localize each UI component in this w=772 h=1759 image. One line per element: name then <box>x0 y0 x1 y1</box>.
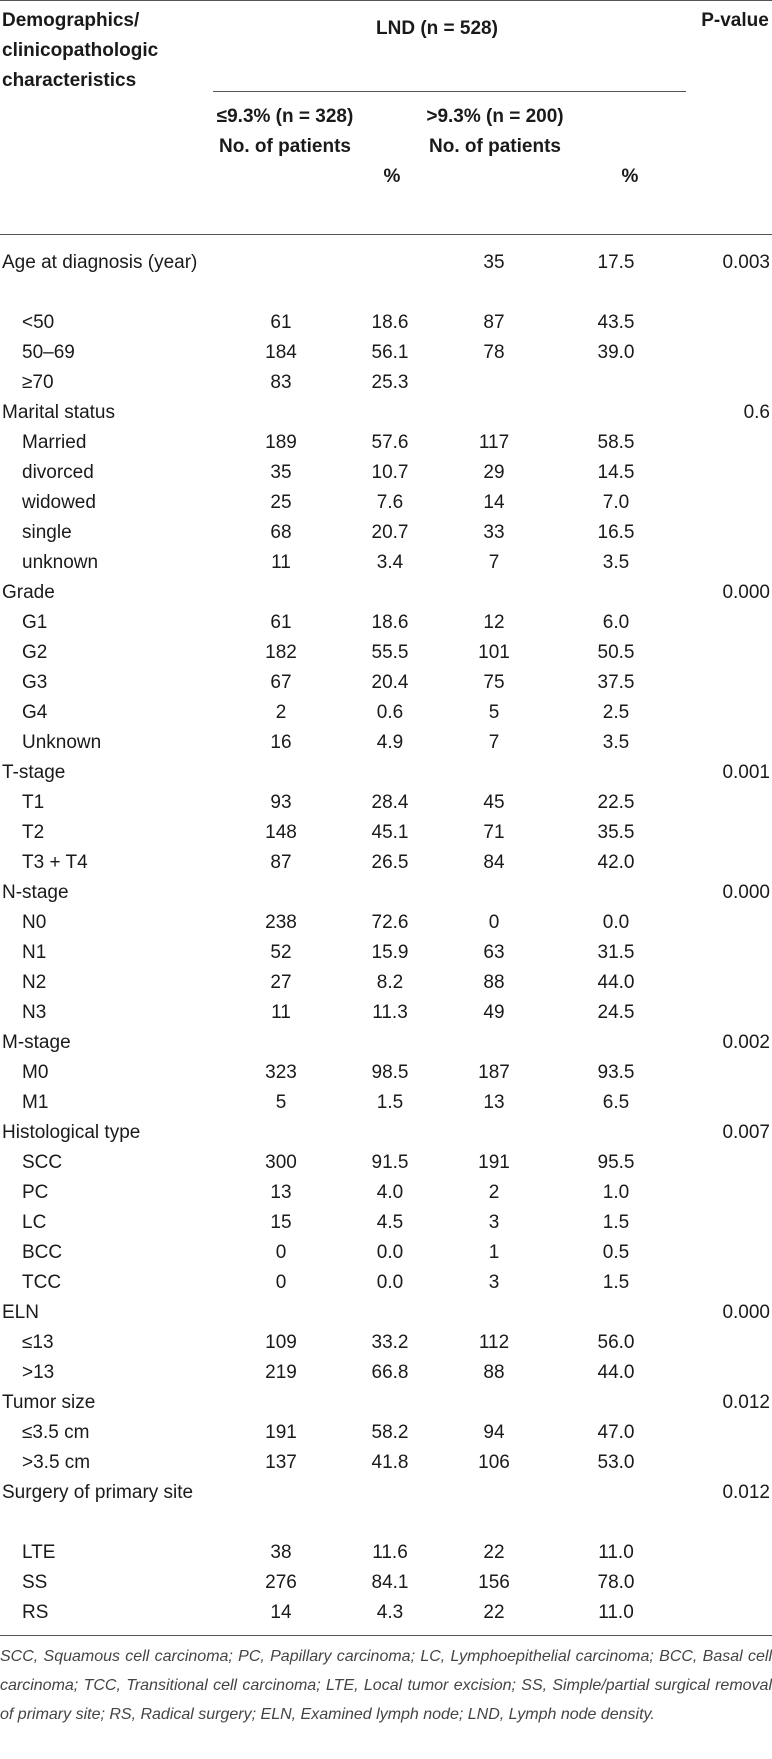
table-row <box>0 1178 772 1208</box>
high-group-count-cell: 78 <box>483 342 505 363</box>
low-group-count-cell: 35 <box>270 462 292 483</box>
p-value-cell: 0.6 <box>743 402 770 423</box>
row-label-cell: ≥70 <box>22 372 54 393</box>
low-group-percent-cell: 84.1 <box>371 1572 409 1593</box>
high-group-count-cell: 117 <box>478 432 510 453</box>
high-group-count-cell: 22 <box>483 1602 505 1623</box>
low-group-percent-cell: 56.1 <box>371 342 409 363</box>
low-group-percent-cell: 91.5 <box>371 1152 409 1173</box>
low-group-percent-cell: 15.9 <box>371 942 409 963</box>
table-body <box>0 248 772 1628</box>
low-group-count-cell: 11 <box>271 1002 291 1023</box>
table-row <box>0 548 772 578</box>
row-label-cell: N2 <box>22 972 47 993</box>
low-group-count-cell: 276 <box>265 1572 297 1593</box>
high-group-count-cell: 94 <box>483 1422 505 1443</box>
high-group-count-cell: 49 <box>483 1002 505 1023</box>
high-group-percent-cell: 2.5 <box>602 702 630 723</box>
p-value-cell: 0.000 <box>722 582 770 603</box>
low-group-percent-cell: 25.3 <box>371 372 409 393</box>
row-label-cell: >3.5 cm <box>22 1452 91 1473</box>
high-group-count-cell: 35 <box>483 252 505 273</box>
low-group-percent-cell: 18.6 <box>371 612 409 633</box>
low-group-percent-cell: 11.3 <box>372 1002 408 1023</box>
high-group-count-cell: 33 <box>483 522 505 543</box>
low-group-count-cell: 109 <box>265 1332 297 1353</box>
low-group-percent-cell: 4.9 <box>376 732 404 753</box>
high-group-percent-cell: 7.0 <box>602 492 630 513</box>
header-lnd-group: LND (n = 528) <box>376 18 498 39</box>
low-group-count-cell: 93 <box>270 792 292 813</box>
low-group-percent-cell: 4.0 <box>376 1182 404 1203</box>
p-value-cell: 0.003 <box>722 252 770 273</box>
high-group-percent-cell: 17.5 <box>597 252 635 273</box>
category-row <box>0 248 772 308</box>
category-row <box>0 1028 772 1058</box>
low-group-percent-cell: 1.5 <box>376 1092 404 1113</box>
high-group-percent-cell: 1.5 <box>602 1212 630 1233</box>
low-group-count-cell: 300 <box>265 1152 297 1173</box>
table-row <box>0 308 772 338</box>
table-row <box>0 368 772 398</box>
low-group-count-cell: 38 <box>270 1542 292 1563</box>
high-group-percent-cell: 3.5 <box>602 732 630 753</box>
row-label-cell: G1 <box>22 612 48 633</box>
high-group-percent-cell: 44.0 <box>597 1362 635 1383</box>
low-group-percent-cell: 41.8 <box>371 1452 409 1473</box>
low-group-count-cell: 184 <box>265 342 297 363</box>
high-group-count-cell: 45 <box>483 792 505 813</box>
table-row <box>0 1208 772 1238</box>
row-label-cell: TCC <box>22 1272 62 1293</box>
low-group-percent-cell: 11.6 <box>372 1542 408 1563</box>
table-row <box>0 1088 772 1118</box>
high-group-percent-cell: 1.0 <box>602 1182 630 1203</box>
high-group-percent-cell: 16.5 <box>597 522 635 543</box>
high-group-percent-cell: 56.0 <box>597 1332 635 1353</box>
high-group-count-cell: 2 <box>488 1182 500 1203</box>
row-label-cell: M1 <box>22 1092 49 1113</box>
row-label-cell: Unknown <box>22 732 102 753</box>
low-group-count-cell: 148 <box>265 822 297 843</box>
high-group-percent-cell: 11.0 <box>598 1542 634 1563</box>
table-row <box>0 698 772 728</box>
table-row <box>0 848 772 878</box>
row-label-cell: G2 <box>22 642 48 663</box>
high-group-count-cell: 88 <box>483 972 505 993</box>
high-group-percent-cell: 43.5 <box>597 312 635 333</box>
low-group-count-cell: 61 <box>270 612 292 633</box>
low-group-count-cell: 0 <box>275 1272 287 1293</box>
table-row <box>0 1358 772 1388</box>
row-label-cell: Age at diagnosis (year) <box>2 252 198 273</box>
table-row <box>0 488 772 518</box>
low-group-count-cell: 189 <box>265 432 297 453</box>
high-group-percent-cell: 39.0 <box>597 342 635 363</box>
row-label-cell: M-stage <box>2 1032 71 1053</box>
row-label-cell: PC <box>22 1182 49 1203</box>
low-group-percent-cell: 7.6 <box>376 492 404 513</box>
low-group-count-cell: 0 <box>275 1242 287 1263</box>
low-group-count-cell: 323 <box>265 1062 297 1083</box>
table-row <box>0 1238 772 1268</box>
header-high-group-count: >9.3% (n = 200) No. of patients <box>426 106 564 157</box>
low-group-percent-cell: 55.5 <box>371 642 409 663</box>
low-group-count-cell: 13 <box>270 1182 292 1203</box>
row-label-cell: T3 + T4 <box>22 852 88 873</box>
low-group-percent-cell: 98.5 <box>371 1062 409 1083</box>
low-group-count-cell: 191 <box>265 1422 297 1443</box>
table-row <box>0 1598 772 1628</box>
row-label-cell: Grade <box>2 582 55 603</box>
header-low-group-pct: % <box>383 166 401 187</box>
high-group-count-cell: 84 <box>483 852 505 873</box>
header-bottom-rule <box>0 234 772 235</box>
high-group-percent-cell: 58.5 <box>597 432 635 453</box>
p-value-cell: 0.012 <box>722 1482 770 1503</box>
high-group-percent-cell: 22.5 <box>597 792 635 813</box>
low-group-count-cell: 2 <box>275 702 287 723</box>
high-group-count-cell: 0 <box>488 912 500 933</box>
low-group-percent-cell: 58.2 <box>371 1422 409 1443</box>
table-top-rule <box>0 0 772 1</box>
category-row <box>0 398 772 428</box>
high-group-percent-cell: 14.5 <box>597 462 635 483</box>
low-group-percent-cell: 72.6 <box>371 912 409 933</box>
high-group-percent-cell: 6.5 <box>602 1092 630 1113</box>
high-group-percent-cell: 0.0 <box>602 912 630 933</box>
high-group-count-cell: 75 <box>483 672 505 693</box>
table-row <box>0 1268 772 1298</box>
high-group-count-cell: 187 <box>478 1062 510 1083</box>
low-group-count-cell: 68 <box>270 522 292 543</box>
low-group-percent-cell: 33.2 <box>371 1332 409 1353</box>
high-group-percent-cell: 0.5 <box>602 1242 630 1263</box>
table-row <box>0 428 772 458</box>
low-group-percent-cell: 8.2 <box>376 972 404 993</box>
low-group-percent-cell: 20.7 <box>371 522 409 543</box>
row-label-cell: ELN <box>2 1302 39 1323</box>
low-group-percent-cell: 10.7 <box>371 462 409 483</box>
category-row <box>0 1478 772 1538</box>
high-group-count-cell: 88 <box>483 1362 505 1383</box>
high-group-count-cell: 112 <box>478 1332 510 1353</box>
category-row <box>0 1298 772 1328</box>
table-row <box>0 998 772 1028</box>
low-group-percent-cell: 28.4 <box>371 792 409 813</box>
row-label-cell: single <box>22 522 72 543</box>
low-group-percent-cell: 0.0 <box>376 1242 404 1263</box>
header-group-rule <box>213 91 686 92</box>
high-group-count-cell: 13 <box>483 1092 505 1113</box>
low-group-percent-cell: 4.5 <box>376 1212 404 1233</box>
table-row <box>0 608 772 638</box>
header-low-group-count: ≤9.3% (n = 328) No. of patients <box>216 106 354 157</box>
row-label-cell: <50 <box>22 312 55 333</box>
high-group-percent-cell: 37.5 <box>597 672 635 693</box>
high-group-count-cell: 5 <box>488 702 500 723</box>
low-group-count-cell: 27 <box>270 972 292 993</box>
table-row <box>0 518 772 548</box>
row-label-cell: N-stage <box>2 882 69 903</box>
row-label-cell: N0 <box>22 912 47 933</box>
category-row <box>0 578 772 608</box>
high-group-count-cell: 191 <box>478 1152 510 1173</box>
high-group-count-cell: 71 <box>483 822 505 843</box>
low-group-count-cell: 11 <box>271 552 291 573</box>
table-row <box>0 1418 772 1448</box>
high-group-percent-cell: 47.0 <box>597 1422 635 1443</box>
low-group-count-cell: 238 <box>265 912 297 933</box>
row-label-cell: T-stage <box>2 762 66 783</box>
table-row <box>0 668 772 698</box>
low-group-count-cell: 25 <box>270 492 292 513</box>
row-label-cell: LC <box>22 1212 47 1233</box>
p-value-cell: 0.002 <box>722 1032 770 1053</box>
low-group-count-cell: 83 <box>270 372 292 393</box>
high-group-count-cell: 87 <box>483 312 505 333</box>
low-group-percent-cell: 57.6 <box>371 432 409 453</box>
high-group-percent-cell: 3.5 <box>602 552 630 573</box>
table-row <box>0 788 772 818</box>
low-group-count-cell: 5 <box>275 1092 287 1113</box>
low-group-percent-cell: 0.0 <box>376 1272 404 1293</box>
high-group-percent-cell: 31.5 <box>597 942 635 963</box>
category-row <box>0 1118 772 1148</box>
high-group-count-cell: 14 <box>483 492 505 513</box>
low-group-count-cell: 14 <box>270 1602 292 1623</box>
table-row <box>0 1328 772 1358</box>
high-group-count-cell: 12 <box>483 612 505 633</box>
table-row <box>0 908 772 938</box>
high-group-count-cell: 101 <box>478 642 510 663</box>
row-label-cell: divorced <box>22 462 94 483</box>
high-group-percent-cell: 93.5 <box>597 1062 635 1083</box>
low-group-count-cell: 87 <box>270 852 292 873</box>
table-row <box>0 1058 772 1088</box>
row-label-cell: SS <box>22 1572 48 1593</box>
row-label-cell: ≤3.5 cm <box>22 1422 90 1443</box>
row-label-cell: unknown <box>22 552 99 573</box>
table-row <box>0 938 772 968</box>
row-label-cell: SCC <box>22 1152 63 1173</box>
high-group-count-cell: 29 <box>483 462 505 483</box>
header-high-group-pct: % <box>621 166 639 187</box>
row-label-cell: BCC <box>22 1242 63 1263</box>
p-value-cell: 0.000 <box>722 882 770 903</box>
table-row <box>0 728 772 758</box>
low-group-percent-cell: 66.8 <box>371 1362 409 1383</box>
low-group-count-cell: 61 <box>270 312 292 333</box>
low-group-count-cell: 219 <box>265 1362 297 1383</box>
row-label-cell: T2 <box>22 822 45 843</box>
row-label-cell: LTE <box>22 1542 56 1563</box>
header-p-value: P-value <box>701 10 769 31</box>
row-label-cell: Histological type <box>2 1122 141 1143</box>
high-group-count-cell: 7 <box>488 732 500 753</box>
row-label-cell: ≤13 <box>22 1332 54 1353</box>
low-group-percent-cell: 4.3 <box>376 1602 404 1623</box>
high-group-percent-cell: 1.5 <box>602 1272 630 1293</box>
low-group-percent-cell: 3.4 <box>376 552 404 573</box>
high-group-percent-cell: 42.0 <box>597 852 635 873</box>
high-group-count-cell: 156 <box>478 1572 510 1593</box>
p-value-cell: 0.012 <box>722 1392 770 1413</box>
table-footnote: SCC, Squamous cell carcinoma; PC, Papillary carcinoma; LC, Lymphoepithelial carcinoma; BCC, Basal cell carcinoma; TCC, Transitional cell carcinoma; LTE, Local tumor excision; SS, Simple/partial surgical removal of primary site; RS, Radical surgery; ELN, Examined lymph node; LND, Lymph node density. <box>0 1648 772 1723</box>
table-row <box>0 458 772 488</box>
row-label-cell: Married <box>22 432 87 453</box>
low-group-count-cell: 16 <box>270 732 292 753</box>
low-group-percent-cell: 20.4 <box>371 672 409 693</box>
low-group-count-cell: 137 <box>265 1452 297 1473</box>
low-group-count-cell: 15 <box>270 1212 292 1233</box>
p-value-cell: 0.007 <box>722 1122 770 1143</box>
high-group-percent-cell: 35.5 <box>597 822 635 843</box>
low-group-count-cell: 182 <box>265 642 297 663</box>
row-label-cell: G4 <box>22 702 48 723</box>
high-group-percent-cell: 53.0 <box>597 1452 635 1473</box>
low-group-count-cell: 67 <box>270 672 292 693</box>
row-label-cell: N3 <box>22 1002 47 1023</box>
table-row <box>0 1448 772 1478</box>
row-label-cell: 50–69 <box>22 342 75 363</box>
high-group-percent-cell: 95.5 <box>597 1152 635 1173</box>
row-label-cell: M0 <box>22 1062 49 1083</box>
high-group-percent-cell: 6.0 <box>602 612 630 633</box>
high-group-count-cell: 22 <box>483 1542 505 1563</box>
table-row <box>0 1538 772 1568</box>
low-group-percent-cell: 0.6 <box>376 702 404 723</box>
row-label-cell: widowed <box>22 492 96 513</box>
high-group-percent-cell: 11.0 <box>598 1602 634 1623</box>
high-group-percent-cell: 50.5 <box>597 642 635 663</box>
table-row <box>0 638 772 668</box>
table-row <box>0 818 772 848</box>
table-row <box>0 1568 772 1598</box>
table-bottom-rule <box>0 1635 772 1636</box>
low-group-percent-cell: 18.6 <box>371 312 409 333</box>
high-group-count-cell: 63 <box>483 942 505 963</box>
row-label-cell: T1 <box>22 792 45 813</box>
table-row <box>0 338 772 368</box>
row-label-cell: G3 <box>22 672 48 693</box>
header-demographics: Demographics/ clinicopathologic characteristics <box>2 10 159 91</box>
high-group-count-cell: 106 <box>478 1452 510 1473</box>
high-group-percent-cell: 78.0 <box>597 1572 635 1593</box>
row-label-cell: Marital status <box>2 402 115 423</box>
high-group-percent-cell: 24.5 <box>597 1002 635 1023</box>
table-row <box>0 1148 772 1178</box>
high-group-count-cell: 3 <box>488 1272 500 1293</box>
category-row <box>0 1388 772 1418</box>
row-label-cell: RS <box>22 1602 49 1623</box>
category-row <box>0 878 772 908</box>
row-label-cell: Surgery of primary site <box>2 1482 194 1503</box>
table-row <box>0 968 772 998</box>
high-group-count-cell: 7 <box>488 552 500 573</box>
row-label-cell: Tumor size <box>2 1392 96 1413</box>
high-group-count-cell: 3 <box>488 1212 500 1233</box>
low-group-percent-cell: 45.1 <box>371 822 409 843</box>
low-group-count-cell: 52 <box>270 942 292 963</box>
category-row <box>0 758 772 788</box>
low-group-percent-cell: 26.5 <box>371 852 409 873</box>
p-value-cell: 0.001 <box>722 762 770 783</box>
high-group-count-cell: 1 <box>488 1242 500 1263</box>
row-label-cell: >13 <box>22 1362 55 1383</box>
high-group-percent-cell: 44.0 <box>597 972 635 993</box>
row-label-cell: N1 <box>22 942 47 963</box>
p-value-cell: 0.000 <box>722 1302 770 1323</box>
